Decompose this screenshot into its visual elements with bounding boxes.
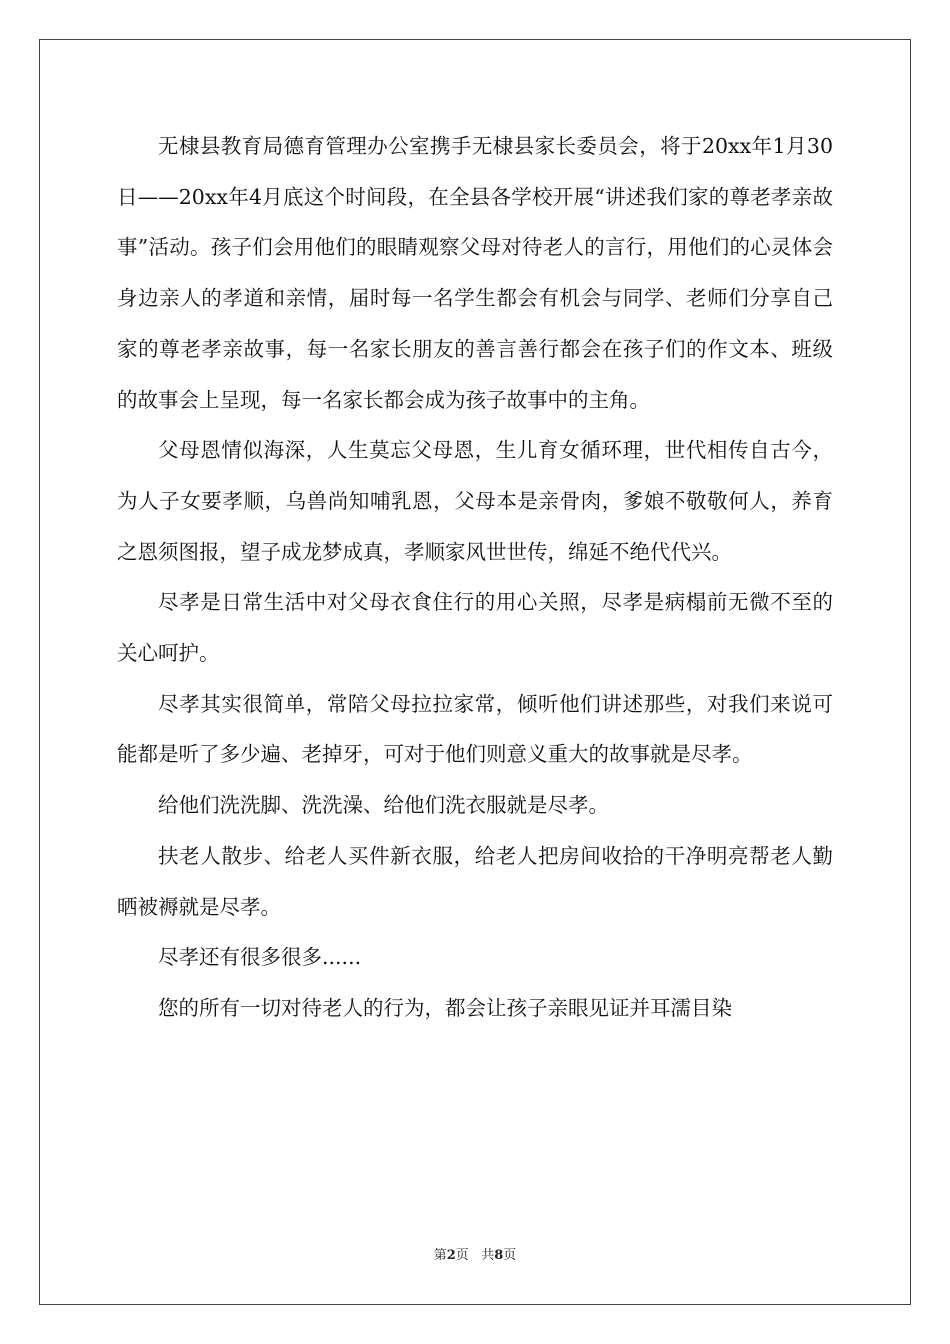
total-suffix: 页 [503, 1248, 517, 1263]
paragraph: 尽孝是日常生活中对父母衣食住行的用心关照，尽孝是病榻前无微不至的关心呵护。 [117, 590, 833, 666]
page-number: 2 [446, 1248, 456, 1263]
total-pages: 8 [494, 1248, 504, 1263]
page-prefix: 第 [433, 1248, 447, 1263]
page-footer [0, 1244, 950, 1263]
paragraph: 您的所有一切对待老人的行为，都会让孩子亲眼见证并耳濡目染 [158, 995, 732, 1020]
paragraph: 尽孝还有很多很多...... [158, 945, 362, 970]
paragraph: 尽孝其实很简单，常陪父母拉拉家常，倾听他们讲述那些，对我们来说可能都是听了多少遍、老掉牙，可对于他们则意义重大的故事就是尽孝。 [117, 691, 833, 767]
paragraph: 扶老人散步、给老人买件新衣服，给老人把房间收拾的干净明亮帮老人勤晒被褥就是尽孝。 [117, 843, 833, 919]
paragraph: 父母恩情似海深，人生莫忘父母恩，生儿育女循环理，世代相传自古今，为人子女要孝顺，乌兽尚知哺乳恩，父母本是亲骨肉，爹娘不敬敬何人，养育之恩须图报，望子成龙梦成真，孝顺家风世世传，绵延不绝代代兴。 [117, 438, 833, 564]
paragraph: 给他们洗洗脚、洗洗澡、给他们洗衣服就是尽孝。 [158, 793, 609, 818]
document-body [117, 121, 833, 1034]
page-suffix: 页 [455, 1248, 469, 1263]
paragraph: 无棣县教育局德育管理办公室携手无棣县家长委员会，将于20xx年1月30日——20xx年4月底这个时间段，在全县各学校开展“讲述我们家的尊老孝亲故事”活动。孩子们会用他们的眼睛观察父母对待老人的言行，用他们的心灵体会身边亲人的孝道和亲情，届时每一名学生都会有机会与同学、老师们分享自己家的尊老孝亲故事，每一名家长朋友的善言善行都会在孩子们的作文本、班级的故事会上呈现，每一名家长都会成为孩子故事中的主角。 [117, 134, 833, 412]
total-prefix: 共 [481, 1248, 495, 1263]
